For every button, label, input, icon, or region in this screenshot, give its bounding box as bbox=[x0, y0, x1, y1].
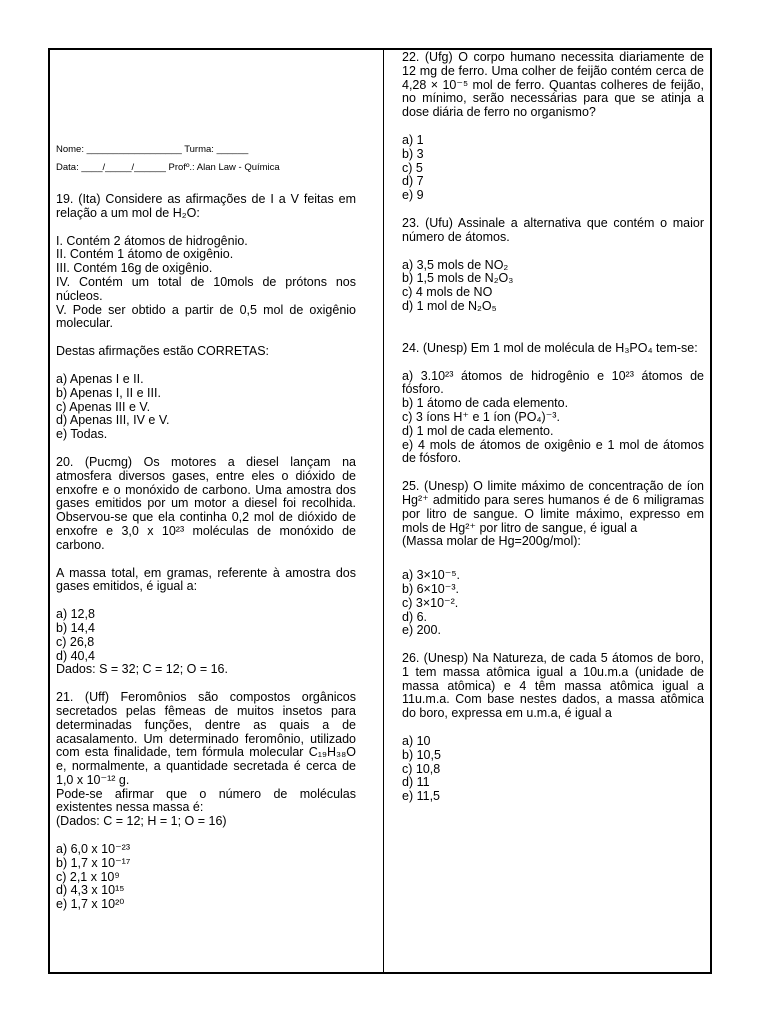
question-19 bbox=[56, 193, 356, 442]
question-stem: 22. (Ufg) O corpo humano necessita diariamente de 12 mg de ferro. Uma colher de feijão contém cerca de 4,28 × 10⁻⁵ mol de ferro. Quantas colheres de feijão, no mínimo, serão necessárias para que se atinja a dose diária de ferro no organismo? bbox=[402, 50, 704, 120]
student-name-line: Nome: __________________ Turma: ______ bbox=[56, 144, 249, 155]
question-prompt: Pode-se afirmar que o número de moléculas existentes nessa massa é: bbox=[56, 786, 356, 815]
option-c: c) 3 íons H⁺ e 1 íon (PO₄)⁻³. bbox=[402, 409, 560, 424]
option-b: b) 3 bbox=[402, 146, 424, 161]
statement: IV. Contém um total de 10mols de prótons nos núcleos. bbox=[56, 274, 356, 303]
option-b: b) 6×10⁻³. bbox=[402, 581, 459, 596]
date-teacher-line: Data: ____/_____/______ Profº.: Alan Law - Química bbox=[56, 162, 280, 173]
option-b: b) 1,7 x 10⁻¹⁷ bbox=[56, 855, 131, 870]
option-a: a) 3.10²³ átomos de hidrogênio e 10²³ átomos de fósforo. bbox=[402, 368, 704, 397]
option-e: e) 11,5 bbox=[402, 789, 440, 804]
given-data: Dados: S = 32; C = 12; O = 16. bbox=[56, 662, 228, 677]
statement: III. Contém 16g de oxigênio. bbox=[56, 261, 213, 276]
option-a: a) 10 bbox=[402, 734, 431, 749]
option-c: c) 26,8 bbox=[56, 634, 95, 649]
option-a: a) 3×10⁻⁵. bbox=[402, 568, 460, 583]
question-23 bbox=[402, 217, 704, 314]
option-d: d) 40,4 bbox=[56, 648, 95, 663]
question-stem: 23. (Ufu) Assinale a alternativa que contém o maior número de átomos. bbox=[402, 215, 704, 244]
option-d: d) 7 bbox=[402, 174, 424, 189]
question-20 bbox=[56, 456, 356, 677]
question-stem: 26. (Unesp) Na Natureza, de cada 5 átomos de boro, 1 tem massa atômica igual a 10u.m.a (unidade de massa atômica) e 4 têm massa atômica igual a 11u.m.a. Com base nestes dados, a massa atômica do boro, expressa em u.m.a, é igual a bbox=[402, 651, 704, 721]
option-d: d) 4,3 x 10¹⁵ bbox=[56, 883, 125, 898]
option-c: c) 2,1 x 10⁹ bbox=[56, 869, 120, 884]
option-e: e) 9 bbox=[402, 188, 424, 203]
option-d: d) Apenas III, IV e V. bbox=[56, 413, 170, 428]
question-stem: 19. (Ita) Considere as afirmações de I a V feitas em relação a um mol de H₂O: bbox=[56, 192, 356, 220]
option-b: b) Apenas I, II e III. bbox=[56, 385, 161, 400]
option-a: a) Apenas I e II. bbox=[56, 371, 144, 386]
option-e: e) 200. bbox=[402, 623, 441, 638]
option-d: d) 11 bbox=[402, 775, 430, 790]
option-c: c) 5 bbox=[402, 160, 423, 175]
statement: II. Contém 1 átomo de oxigênio. bbox=[56, 247, 234, 262]
option-b: b) 10,5 bbox=[402, 747, 441, 762]
option-c: c) 4 mols de NO bbox=[402, 285, 493, 300]
question-stem: 21. (Uff) Feromônios são compostos orgânicos secretados pelas fêmeas de muitos insetos para determinadas funções, dentre as quais a de acasalamento. Um determinado feromônio, utilizado com esta finalidade, tem fórmula molecular C₁₉H₃₈O e, normalmente, a quantidade secretada é cerca de 1,0 x 10⁻¹² g. bbox=[56, 690, 356, 787]
option-a: a) 12,8 bbox=[56, 607, 95, 622]
question-stem: 20. (Pucmg) Os motores a diesel lançam na atmosfera diversos gases, entre eles o dióxido de enxofre e o monóxido de carbono. Uma amostra dos gases emitidos por um motor a diesel foi recolhida. Observou-se que ela continha 0,2 mol de dióxido de enxofre e 3,0 x 10²³ moléculas de monóxido de carbono. bbox=[56, 454, 356, 552]
question-21 bbox=[56, 691, 356, 912]
option-b: b) 14,4 bbox=[56, 620, 95, 635]
option-d: d) 1 mol de N₂O₅ bbox=[402, 298, 497, 313]
option-c: c) 3×10⁻². bbox=[402, 595, 459, 610]
question-stem: 25. (Unesp) O limite máximo de concentração de íon Hg²⁺ admitido para seres humanos é de 6 miligramas por litro de sangue. O limite máximo, expresso em mols de Hg²⁺ por litro de sangue, é igual a bbox=[402, 479, 704, 535]
option-a: a) 3,5 mols de NO₂ bbox=[402, 257, 509, 272]
option-a: a) 6,0 x 10⁻²³ bbox=[56, 842, 130, 857]
given-data: (Dados: C = 12; H = 1; O = 16) bbox=[56, 814, 227, 829]
option-d: d) 1 mol de cada elemento. bbox=[402, 423, 554, 438]
question-24 bbox=[402, 342, 704, 466]
question-22 bbox=[402, 51, 704, 203]
statement: I. Contém 2 átomos de hidrogênio. bbox=[56, 233, 248, 248]
option-a: a) 1 bbox=[402, 132, 424, 147]
option-e: e) 4 mols de átomos de oxigênio e 1 mol de átomos de fósforo. bbox=[402, 437, 704, 466]
right-column bbox=[402, 51, 704, 804]
option-b: b) 1,5 mols de N₂O₃ bbox=[402, 271, 514, 286]
option-d: d) 6. bbox=[402, 609, 428, 624]
option-e: e) 1,7 x 10²⁰ bbox=[56, 897, 125, 912]
option-e: e) Todas. bbox=[56, 427, 108, 442]
question-25 bbox=[402, 480, 704, 638]
question-stem: 24. (Unesp) Em 1 mol de molécula de H₃PO₄ tem-se: bbox=[402, 340, 698, 355]
left-column bbox=[56, 193, 356, 912]
question-prompt: A massa total, em gramas, referente à amostra dos gases emitidos, é igual a: bbox=[56, 565, 356, 594]
given-data: (Massa molar de Hg=200g/mol): bbox=[402, 534, 581, 549]
question-prompt: Destas afirmações estão CORRETAS: bbox=[56, 344, 270, 359]
option-c: c) 10,8 bbox=[402, 761, 441, 776]
question-26 bbox=[402, 652, 704, 804]
option-b: b) 1 átomo de cada elemento. bbox=[402, 396, 569, 411]
option-c: c) Apenas III e V. bbox=[56, 399, 151, 414]
statement: V. Pode ser obtido a partir de 0,5 mol de oxigênio molecular. bbox=[56, 302, 356, 331]
column-divider bbox=[383, 48, 384, 974]
